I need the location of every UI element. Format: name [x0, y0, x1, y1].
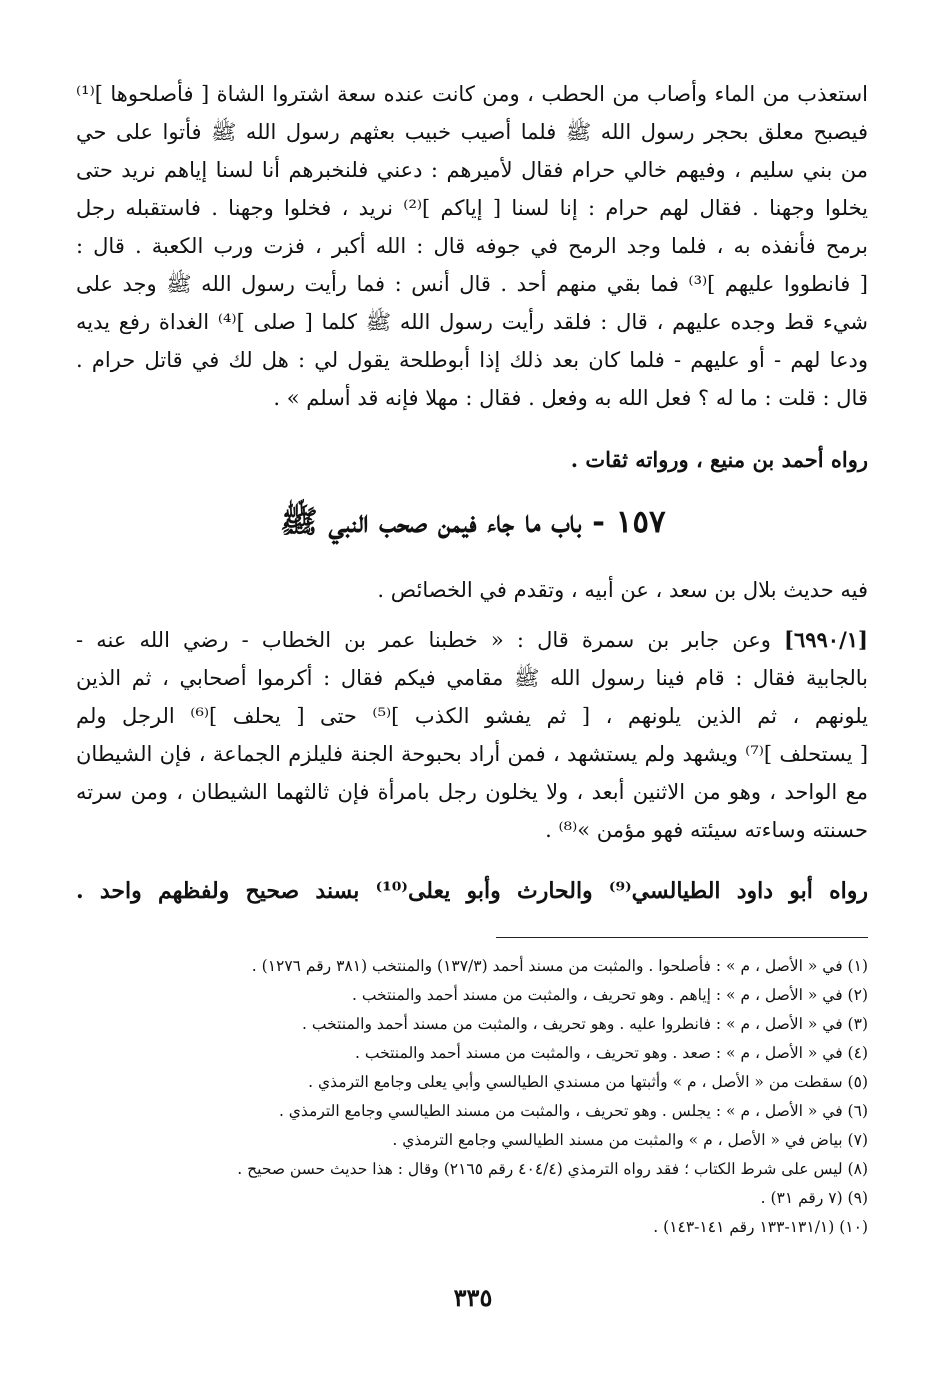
- body-line: من بني سليم ، وفيهم خالي حرام فقال لأميرهم : دعني فلنخبرهم أنا لسنا إياهم نريد حتى: [76, 158, 868, 182]
- chapter-heading: ١٥٧ - باب ما جاء فيمن صحب النبي ﷺ: [280, 504, 666, 540]
- footnote: (٢) في « الأصل ، م » : إياهم . وهو تحريف ، والمثبت من مسند أحمد والمنتخب .: [351, 986, 868, 1004]
- hadith-line: حسنته وساءته سيئته فهو مؤمن »⁽⁸⁾ .: [545, 818, 868, 842]
- footnote: (٤) في « الأصل ، م » : صعد . وهو تحريف ، والمثبت من مسند أحمد والمنتخب .: [355, 1044, 868, 1062]
- body-line: يخلوا وجهنا . فقال لهم حرام : إنا لسنا [ إياكم ]⁽²⁾ نريد ، فخلوا وجهنا . فاستقبله رجل: [76, 196, 868, 220]
- hadith-line: [76, 625, 868, 655]
- body-line: برمح فأنفذه به ، فلما وجد الرمح في جوفه قال : الله أكبر ، فزت ورب الكعبة . قال :: [76, 234, 868, 258]
- hadith-line: [ يستحلف ]⁽⁷⁾ ويشهد ولم يستشهد ، فمن أراد بحبوحة الجنة فليلزم الجماعة ، فإن الشيطان: [76, 742, 869, 766]
- body-line: استعذب من الماء وأصاب من الحطب ، ومن كانت عنده سعة اشتروا الشاة [ فأصلحوها ]⁽¹⁾: [76, 82, 868, 106]
- footnote: (١) في « الأصل ، م » : فأصلحوا . والمثبت من مسند أحمد (١٣٧/٣) والمنتخب (٣٨١ رقم ١٢٧٦) .: [251, 957, 868, 975]
- footnote: (٨) ليس على شرط الكتاب ؛ فقد رواه الترمذي (٤٠٤/٤ رقم ٢١٦٥) وقال : هذا حديث حسن صحيح .: [237, 1160, 868, 1178]
- page-number: ٣٣٥: [453, 1283, 493, 1312]
- footnote: (٥) سقطت من « الأصل ، م » وأثبتها من مسندي الطيالسي وأبي يعلى وجامع الترمذي .: [308, 1073, 868, 1091]
- body-line: [ فانطووا عليهم ]⁽³⁾ فما بقي منهم أحد . قال أنس : فما رأيت رسول الله ﷺ وجد على: [76, 272, 868, 296]
- hadith-line: بالجابية فقال : قام فينا رسول الله ﷺ مقامي فيكم فقال : أكرموا أصحابي ، ثم الذين: [76, 666, 868, 690]
- narration-note: رواه أحمد بن منيع ، ورواته ثقات .: [570, 447, 868, 472]
- hadith-number: [٦٩٩٠/١]: [784, 627, 868, 652]
- chapter-intro: فيه حديث بلال بن سعد ، عن أبيه ، وتقدم في الخصائص .: [377, 578, 868, 602]
- footnote-divider: [496, 937, 868, 938]
- body-line: فيصبح معلق بحجر رسول الله ﷺ فلما أصيب خبيب بعثهم رسول الله ﷺ فأتوا على حي: [76, 120, 868, 144]
- hadith-line: يلونهم ، ثم الذين يلونهم ، [ ثم يفشو الكذب ]⁽⁵⁾ حتى [ يحلف ]⁽⁶⁾ الرجل ولم: [76, 704, 868, 728]
- footnote: (٦) في « الأصل ، م » : يجلس . وهو تحريف ، والمثبت من مسند الطيالسي وجامع الترمذي .: [278, 1102, 868, 1120]
- hadith-line: مع الواحد ، وهو من الاثنين أبعد ، ولا يخلون رجل بامرأة فإن ثالثهما الشيطان ، ومن سرته: [76, 780, 868, 804]
- body-line: قال : قلت : ما له ؟ فعل الله به وفعل . فقال : مهلا فإنه قد أسلم » .: [273, 386, 868, 410]
- footnote: (١٠) (١٣١/١-١٣٣ رقم ١٤١-١٤٣) .: [653, 1218, 868, 1236]
- body-line: ودعا لهم - أو عليهم - فلما كان بعد ذلك إذا أبوطلحة يقول لي : هل لك في قاتل حرام .: [76, 348, 868, 372]
- footnote: (٣) في « الأصل ، م » : فانطروا عليه . وهو تحريف ، والمثبت من مسند أحمد والمنتخب .: [302, 1015, 868, 1033]
- narration-note: رواه أبو داود الطيالسي⁽⁹⁾ والحارث وأبو يعلى⁽¹⁰⁾ بسند صحيح ولفظهم واحد .: [76, 878, 868, 904]
- body-line: شيء قط وجده عليهم ، قال : فلقد رأيت رسول الله ﷺ كلما [ صلى ]⁽⁴⁾ الغداة رفع يديه: [76, 310, 868, 334]
- hadith-text: وعن جابر بن سمرة قال : « خطبنا عمر بن الخطاب - رضي الله عنه -: [76, 628, 771, 652]
- footnote: (٩) (٧ رقم ٣١) .: [760, 1189, 868, 1207]
- footnote: (٧) بياض في « الأصل ، م » والمثبت من مسند الطيالسي وجامع الترمذي .: [392, 1131, 868, 1149]
